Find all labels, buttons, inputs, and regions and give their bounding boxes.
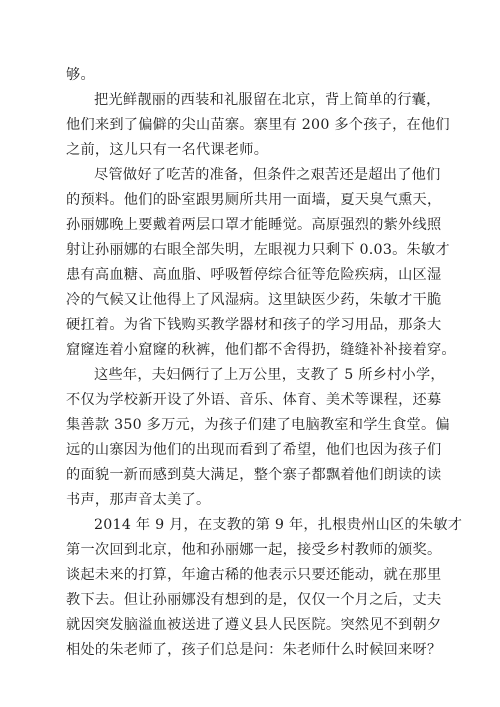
text-line: 患有高血糖、高血脂、呼吸暂停综合征等危险疾病，山区湿 xyxy=(66,267,442,283)
text-line: 书声，那声音太美了。 xyxy=(66,492,211,508)
text-line: 够。 xyxy=(66,67,95,83)
text-line: 他们来到了偏僻的尖山苗寨。寨里有 200 多个孩子，在他们 xyxy=(66,117,450,133)
text-line: 相处的朱老师了，孩子们总是问：朱老师什么时候回来呀？ xyxy=(66,642,442,658)
text-line: 射让孙丽娜的右眼全部失明，左眼视力只剩下 0.03。朱敏才 xyxy=(66,242,450,258)
paragraph-first-line: 把光鲜靓丽的西装和礼服留在北京，背上简单的行囊， xyxy=(94,92,441,108)
text-line: 集善款 350 多万元，为孩子们建了电脑教室和学生食堂。偏 xyxy=(66,417,450,433)
text-line: 冷的气候又让他得上了风湿病。这里缺医少药，朱敏才干脆 xyxy=(66,292,442,308)
text-line: 窟窿连着小窟窿的秋裤，他们都不舍得扔，缝缝补补接着穿。 xyxy=(66,342,456,358)
paragraph-first-line: 尽管做好了吃苦的准备，但条件之艰苦还是超出了他们 xyxy=(94,167,441,183)
text-line: 硬扛着。为省下钱购买教学器材和孩子的学习用品，那条大 xyxy=(66,317,442,333)
text-line: 的预料。他们的卧室跟男厕所共用一面墙，夏天臭气熏天， xyxy=(66,192,442,208)
text-line: 远的山寨因为他们的出现而看到了希望，他们也因为孩子们 xyxy=(66,442,442,458)
text-line: 之前，这儿只有一名代课老师。 xyxy=(66,142,269,158)
text-line: 教下去。但让孙丽娜没有想到的是，仅仅一个月之后，丈夫 xyxy=(66,592,442,608)
text-line: 第一次回到北京，他和孙丽娜一起，接受乡村教师的颁奖。 xyxy=(66,542,442,558)
text-line: 不仅为学校新开设了外语、音乐、体育、美术等课程，还募 xyxy=(66,392,442,408)
paragraph-first-line: 这些年，夫妇俩行了上万公里，支教了 5 所乡村小学， xyxy=(94,367,445,383)
text-line: 就因突发脑溢血被送进了遵义县人民医院。突然见不到朝夕 xyxy=(66,617,442,633)
text-line: 谈起未来的打算，年逾古稀的他表示只要还能动，就在那里 xyxy=(66,567,442,583)
text-line: 孙丽娜晚上要戴着两层口罩才能睡觉。高原强烈的紫外线照 xyxy=(66,217,442,233)
document-body xyxy=(66,63,463,663)
paragraph-first-line: 2014 年 9 月，在支教的第 9 年，扎根贵州山区的朱敏才 xyxy=(94,517,463,533)
text-line: 的面貌一新而感到莫大满足，整个寨子都飘着他们朗读的读 xyxy=(66,467,442,483)
